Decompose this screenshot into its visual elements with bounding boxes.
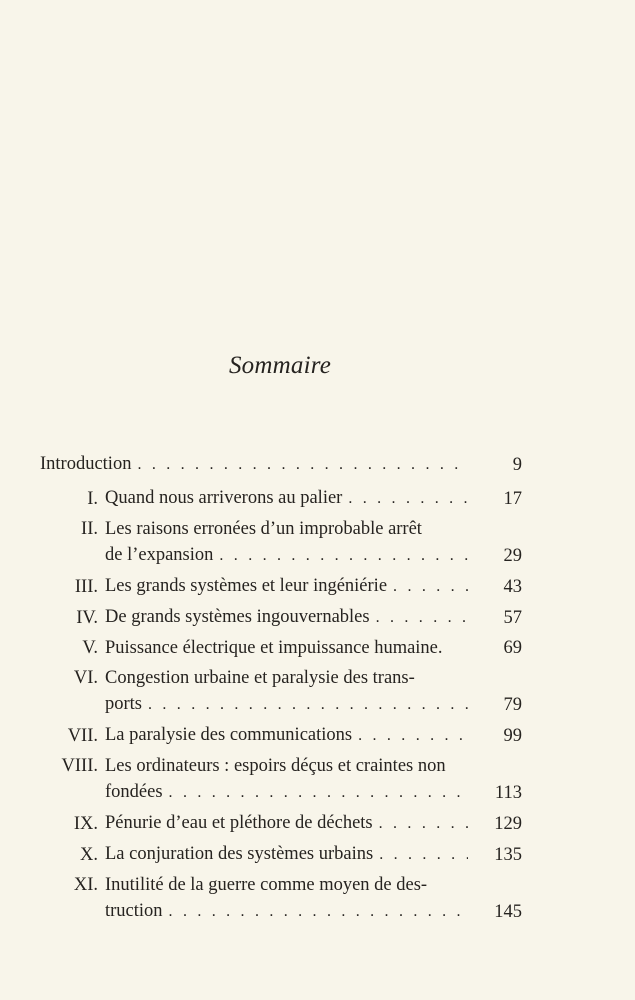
toc-entry-title-line: Congestion urbaine et paralysie des trans- [105,668,415,688]
toc-page-number: 135 [494,845,522,865]
chapter-number: VIII. [61,756,98,776]
dot-leader [169,899,468,925]
toc-entry-title: La conjuration des systèmes urbains [105,844,374,864]
toc-entry-chapter-1 [40,485,522,512]
toc-page-number: 129 [494,814,522,834]
toc-page-number: 17 [503,489,522,509]
toc-entry-title-line: Inutilité de la guerre comme moyen de des- [105,875,428,895]
toc-entry-introduction [40,451,522,478]
toc-entry-chapter-2 [40,516,522,569]
toc-page-number: 99 [503,726,522,746]
chapter-number: VII. [67,726,98,746]
chapter-number: XI. [73,875,98,895]
dot-leader [148,692,468,718]
toc-entry-chapter-6 [40,665,522,718]
toc-entry-title: Puissance électrique et impuissance humaine. [105,638,443,658]
chapter-number: IV. [76,608,98,628]
dot-leader [169,780,468,806]
toc-page-number: 9 [512,455,522,475]
toc-entry-title-line: Les ordinateurs : espoirs déçus et craintes non [105,756,446,776]
dot-leader [348,486,468,512]
toc-entry-title: Introduction [40,454,132,474]
dot-leader [219,543,468,569]
toc-page-number: 113 [494,783,522,803]
page-title: Sommaire [228,352,332,379]
toc-entry-chapter-5 [40,635,522,661]
dot-leader [379,811,468,837]
chapter-number: IX. [73,814,98,834]
toc-page-number: 57 [503,608,522,628]
toc-entry-title: Les grands systèmes et leur ingéniérie [105,576,388,596]
toc-entry-chapter-3 [40,573,522,600]
table-of-contents [40,451,522,929]
toc-entry-title-line: Les raisons erronées d’un improbable arrêt [105,519,422,539]
chapter-number: V. [82,638,98,658]
dot-leader [376,605,468,631]
toc-entry-chapter-8 [40,753,522,806]
dot-leader [393,574,468,600]
toc-entry-chapter-11 [40,872,522,925]
toc-entry-chapter-7 [40,722,522,749]
toc-entry-title: Pénurie d’eau et pléthore de déchets [105,813,373,833]
dot-leader [137,452,468,478]
dot-leader [358,723,468,749]
chapter-number: X. [80,845,98,865]
toc-page-number: 69 [503,638,522,658]
toc-page-number: 43 [503,577,522,597]
toc-entry-title-line: truction [105,901,163,921]
toc-entry-title: De grands systèmes ingouvernables [105,607,370,627]
toc-page-number: 79 [503,695,522,715]
toc-entry-title-line: ports [105,694,142,714]
chapter-number: III. [74,577,98,597]
dot-leader [379,842,468,868]
chapter-number: VI. [73,668,98,688]
toc-entry-chapter-4 [40,604,522,631]
toc-entry-title-line: fondées [105,782,163,802]
chapter-number: I. [87,489,98,509]
toc-page-number: 145 [494,902,522,922]
toc-entry-chapter-9 [40,810,522,837]
toc-entry-title: Quand nous arriverons au palier [105,488,343,508]
chapter-number: II. [81,519,98,539]
toc-entry-title: La paralysie des communications [105,725,353,745]
toc-entry-title-line: de l’expansion [105,545,214,565]
toc-page-number: 29 [503,546,522,566]
toc-entry-chapter-10 [40,841,522,868]
